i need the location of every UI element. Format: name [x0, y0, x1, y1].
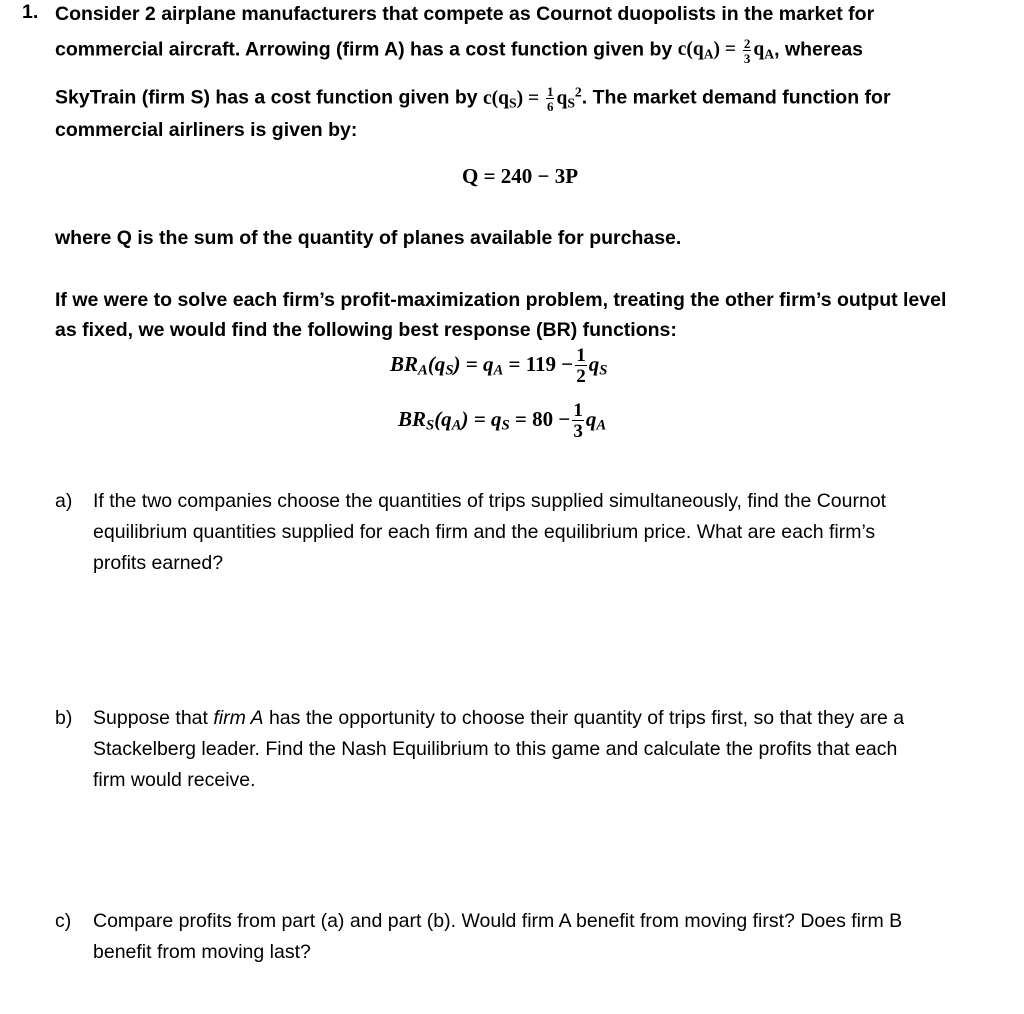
br-s-var: q — [585, 406, 597, 431]
line-2-text: commercial aircraft. Arrowing (firm A) has a cost function given by — [55, 38, 678, 61]
problem-line-3 — [55, 80, 891, 115]
problem-line-4: commercial airliners is given by: — [55, 119, 358, 141]
problem-line-1: Consider 2 airplane manufacturers that compete as Cournot duopolists in the market for — [55, 3, 875, 25]
cost-s-var: q — [556, 87, 568, 109]
cost-a-var: q — [753, 39, 765, 61]
br-a-var-sub: S — [599, 362, 608, 379]
part-b-line-1-italic: firm A — [213, 707, 264, 729]
cost-s-exp: 2 — [574, 84, 582, 99]
br-a-frac-num: 1 — [576, 345, 586, 366]
cost-a-sub: A — [703, 46, 714, 62]
cost-a-mid: ) = — [713, 39, 741, 61]
cost-s-mid: ) = — [516, 87, 544, 109]
br-s-frac-num: 1 — [573, 400, 583, 421]
cost-s-frac-num: 1 — [546, 84, 554, 100]
br-a-arg-sub: S — [445, 362, 454, 379]
br-s-fraction — [572, 401, 584, 441]
cost-a-var-sub: A — [764, 46, 775, 62]
br-a-fraction — [575, 346, 587, 386]
part-b-line-3: firm would receive. — [93, 769, 256, 791]
br-a-const: = 119 − — [503, 351, 574, 376]
cost-s-var-sub: S — [567, 94, 575, 110]
problem-line-2 — [55, 37, 863, 67]
part-b-label: b) — [55, 707, 73, 729]
br-s-mid-sub: S — [501, 417, 510, 434]
demand-equation: Q = 240 − 3P — [462, 164, 579, 188]
part-c-label: c) — [55, 910, 72, 932]
br-intro-line-1: If we were to solve each firm’s profit-maximization problem, treating the other firm’s output level — [55, 289, 947, 311]
part-c-line-2: benefit from moving last? — [93, 941, 311, 963]
br-s-lhs: BR — [398, 406, 427, 431]
cost-s-sub: S — [509, 94, 517, 110]
br-s-const: = 80 − — [509, 406, 571, 431]
part-a-line-1: If the two companies choose the quantities of trips supplied simultaneously, find the Cournot — [93, 490, 887, 512]
line-3-end: . The market demand function for — [581, 86, 891, 109]
part-c-text — [93, 906, 1018, 968]
problem-number: 1. — [22, 1, 39, 23]
br-s-equation — [398, 401, 606, 441]
br-a-sub: A — [418, 362, 428, 379]
br-s-var-sub: A — [596, 417, 607, 434]
br-s-sub: S — [426, 417, 435, 434]
br-s-frac-den: 3 — [573, 421, 583, 442]
cost-s-frac-den: 6 — [546, 99, 554, 115]
br-a-frac-den: 2 — [576, 366, 586, 387]
cost-a-frac-num: 2 — [743, 36, 751, 51]
part-a-line-3: profits earned? — [93, 552, 224, 574]
part-a-text — [93, 486, 1008, 579]
cost-a-frac-den: 3 — [743, 51, 751, 66]
br-s-mid: ) = q — [461, 406, 502, 431]
cost-a-formula — [677, 36, 775, 66]
where-text: where Q is the sum of the quantity of planes available for purchase. — [55, 227, 682, 249]
br-intro-line-2: as fixed, we would find the following best response (BR) functions: — [55, 319, 677, 341]
br-a-mid: ) = q — [453, 351, 494, 376]
part-a-line-2: equilibrium quantities supplied for each firm and the equilibrium price. What are each firm’s — [93, 521, 876, 543]
cost-s-formula — [483, 84, 582, 115]
part-b-line-1-pre: Suppose that — [93, 707, 214, 729]
br-s-arg-sub: A — [451, 417, 462, 434]
br-a-equation — [390, 346, 607, 386]
br-a-var: q — [588, 351, 600, 376]
part-a-label: a) — [55, 490, 73, 512]
part-b-line-1-post: has the opportunity to choose their quantity of trips first, so that they are a — [263, 707, 905, 729]
line-2-end: , whereas — [774, 38, 864, 61]
br-a-lhs: BR — [390, 351, 419, 376]
cost-s-lhs: c(q — [483, 87, 510, 109]
cost-a-fraction — [743, 37, 752, 65]
br-a-arg: (q — [427, 351, 446, 376]
cost-a-lhs: c(q — [677, 39, 704, 61]
part-b-line-1 — [93, 703, 1018, 734]
part-b-text — [93, 703, 1018, 796]
cost-s-fraction — [546, 85, 555, 113]
br-a-mid-sub: A — [493, 362, 504, 379]
br-s-arg: (q — [434, 406, 452, 431]
part-b-line-2: Stackelberg leader. Find the Nash Equilibrium to this game and calculate the profits that each — [93, 738, 898, 760]
line-3-text: SkyTrain (firm S) has a cost function given by — [55, 86, 484, 109]
part-c-line-1: Compare profits from part (a) and part (b). Would firm A benefit from moving first? Does firm B — [93, 910, 903, 932]
